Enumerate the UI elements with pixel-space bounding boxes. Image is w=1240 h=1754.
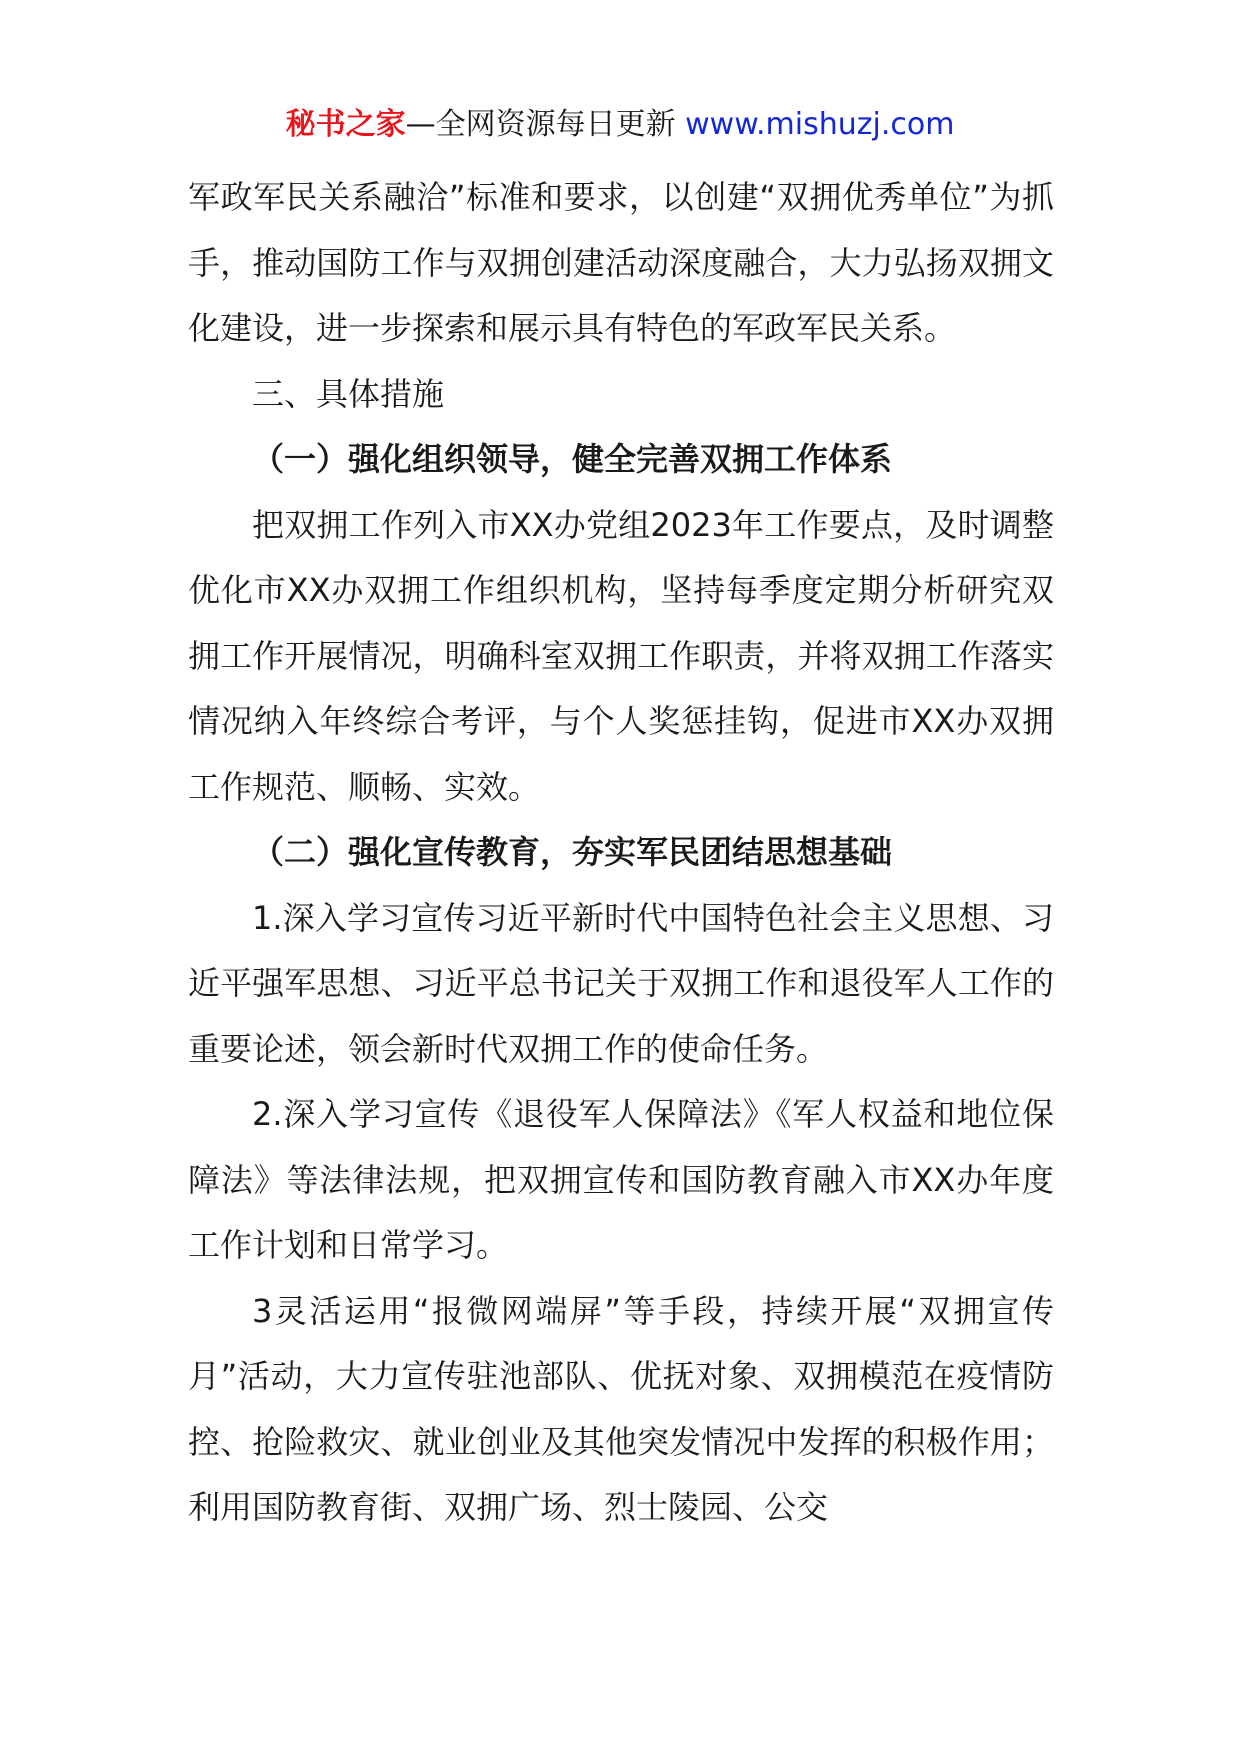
subsection-body-1: 把双拥工作列入市XX办党组2023年工作要点，及时调整优化市XX办双拥工作组织机构，坚持每季度定期分析研究双拥工作开展情况，明确科室双拥工作职责，并将双拥工作落实情况纳入年终综合考评，与个人奖惩挂钩，促进市XX办双拥工作规范、顺畅、实效。 <box>188 505 1054 806</box>
website-link[interactable]: www.mishuzj.com <box>685 107 955 142</box>
page-header <box>0 103 1240 147</box>
header-tagline: —全网资源每日更新 <box>405 107 676 142</box>
document-body <box>188 165 1054 1541</box>
list-item-3: 3灵活运用“报微网端屏”等手段，持续开展“双拥宣传月”活动，大力宣传驻池部队、优抚对象、双拥模范在疫情防控、抢险救灾、就业创业及其他突发情况中发挥的积极作用；利用国防教育街、双拥广场、烈士陵园、公交 <box>188 1291 1054 1526</box>
list-item-2: 2.深入学习宣传《退役军人保障法》《军人权益和地位保障法》等法律法规，把双拥宣传和国防教育融入市XX办年度工作计划和日常学习。 <box>188 1095 1054 1264</box>
brand-name: 秘书之家 <box>285 107 406 142</box>
section-heading: 三、具体措施 <box>252 374 445 413</box>
list-item-1: 1.深入学习宣传习近平新时代中国特色社会主义思想、习近平强军思想、习近平总书记关于双拥工作和退役军人工作的重要论述，领会新时代双拥工作的使命任务。 <box>188 898 1054 1068</box>
paragraph-continuation: 军政军民关系融洽”标准和要求，以创建“双拥优秀单位”为抓手，推动国防工作与双拥创建活动深度融合，大力弘扬双拥文化建设，进一步探索和展示具有特色的军政军民关系。 <box>188 178 1054 347</box>
subsection-heading-1: （一）强化组织领导，健全完善双拥工作体系 <box>252 440 893 478</box>
subsection-heading-2: （二）强化宣传教育，夯实军民团结思想基础 <box>252 833 893 871</box>
